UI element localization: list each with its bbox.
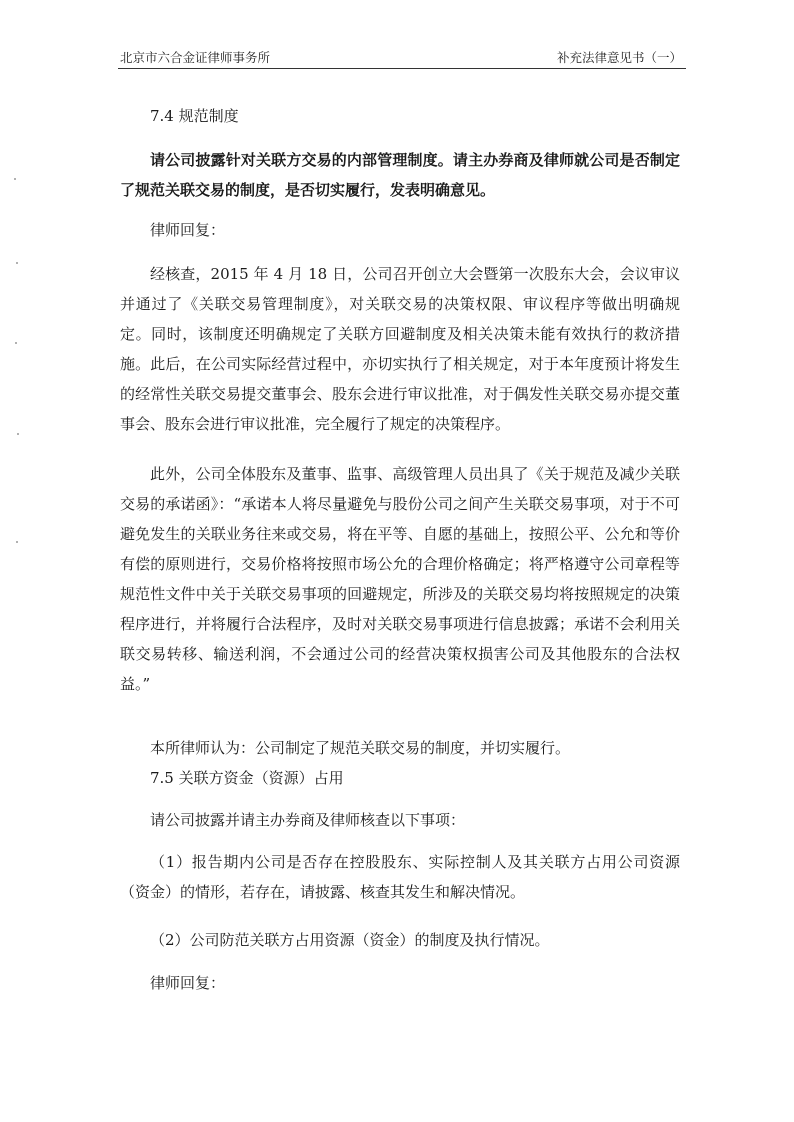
section-7-4-title: 7.4 规范制度 xyxy=(150,107,239,125)
scan-speck xyxy=(17,433,19,435)
section-7-4-conclusion: 本所律师认为：公司制定了规范关联交易的制度，并切实履行。 xyxy=(150,739,571,757)
section-7-4-paragraph-1: 经核查，2015 年 4 月 18 日，公司召开创立大会暨第一次股东大会，会议审议并通过了《关联交易管理制度》，对关联交易的决策权限、审议程序等做出明确规定。同时，该制度还明确规定了关联方回避制度及相关决策未能有效执行的救济措施。此后，在公司实际经营过程中，亦切实执行了相关规定，对于本年度预计将发生的经常性关联交易提交董事会、股东会进行审议批准，对于偶发性关联交易亦提交董事会、股东会进行审议批准，完全履行了规定的决策程序。 xyxy=(120,265,680,433)
section-7-4-reply-label: 律师回复： xyxy=(150,221,226,239)
section-7-5-item-1: （1）报告期内公司是否存在控股股东、实际控制人及其关联方占用公司资源（资金）的情形，若存在，请披露、核查其发生和解决情况。 xyxy=(120,853,680,901)
section-7-4-question: 请公司披露针对关联方交易的内部管理制度。请主办券商及律师就公司是否制定了规范关联交易的制度，是否切实履行，发表明确意见。 xyxy=(120,151,680,199)
scan-speck xyxy=(14,178,16,180)
section-7-5-question: 请公司披露并请主办券商及律师核查以下事项： xyxy=(150,811,466,829)
section-7-5-reply-label: 律师回复： xyxy=(150,974,226,992)
section-7-4-paragraph-2: 此外，公司全体股东及董事、监事、高级管理人员出具了《关于规范及减少关联交易的承诺函》：“承诺本人将尽量避免与股份公司之间产生关联交易事项，对于不可避免发生的关联业务往来或交易，将在平等、自愿的基础上，按照公平、公允和等价有偿的原则进行，交易价格将按照市场公允的合理价格确定；将严格遵守公司章程等规范性文件中关于关联交易事项的回避规定，所涉及的关联交易均将按照规定的决策程序进行，并将履行合法程序，及时对关联交易事项进行信息披露；承诺不会利用关联交易转移、输送利润，不会通过公司的经营决策权损害公司及其他股东的合法权益。” xyxy=(120,465,680,693)
header-firm-name: 北京市六合金证律师事务所 xyxy=(120,50,271,65)
scan-speck xyxy=(16,541,18,543)
scan-speck xyxy=(16,262,18,264)
header-document-title: 补充法律意见书（一） xyxy=(556,50,682,65)
section-7-5-title: 7.5 关联方资金（资源）占用 xyxy=(150,769,344,787)
scan-speck xyxy=(15,342,17,344)
header-divider xyxy=(118,68,686,69)
section-7-5-item-2: （2）公司防范关联方占用资源（资金）的制度及执行情况。 xyxy=(150,931,550,949)
